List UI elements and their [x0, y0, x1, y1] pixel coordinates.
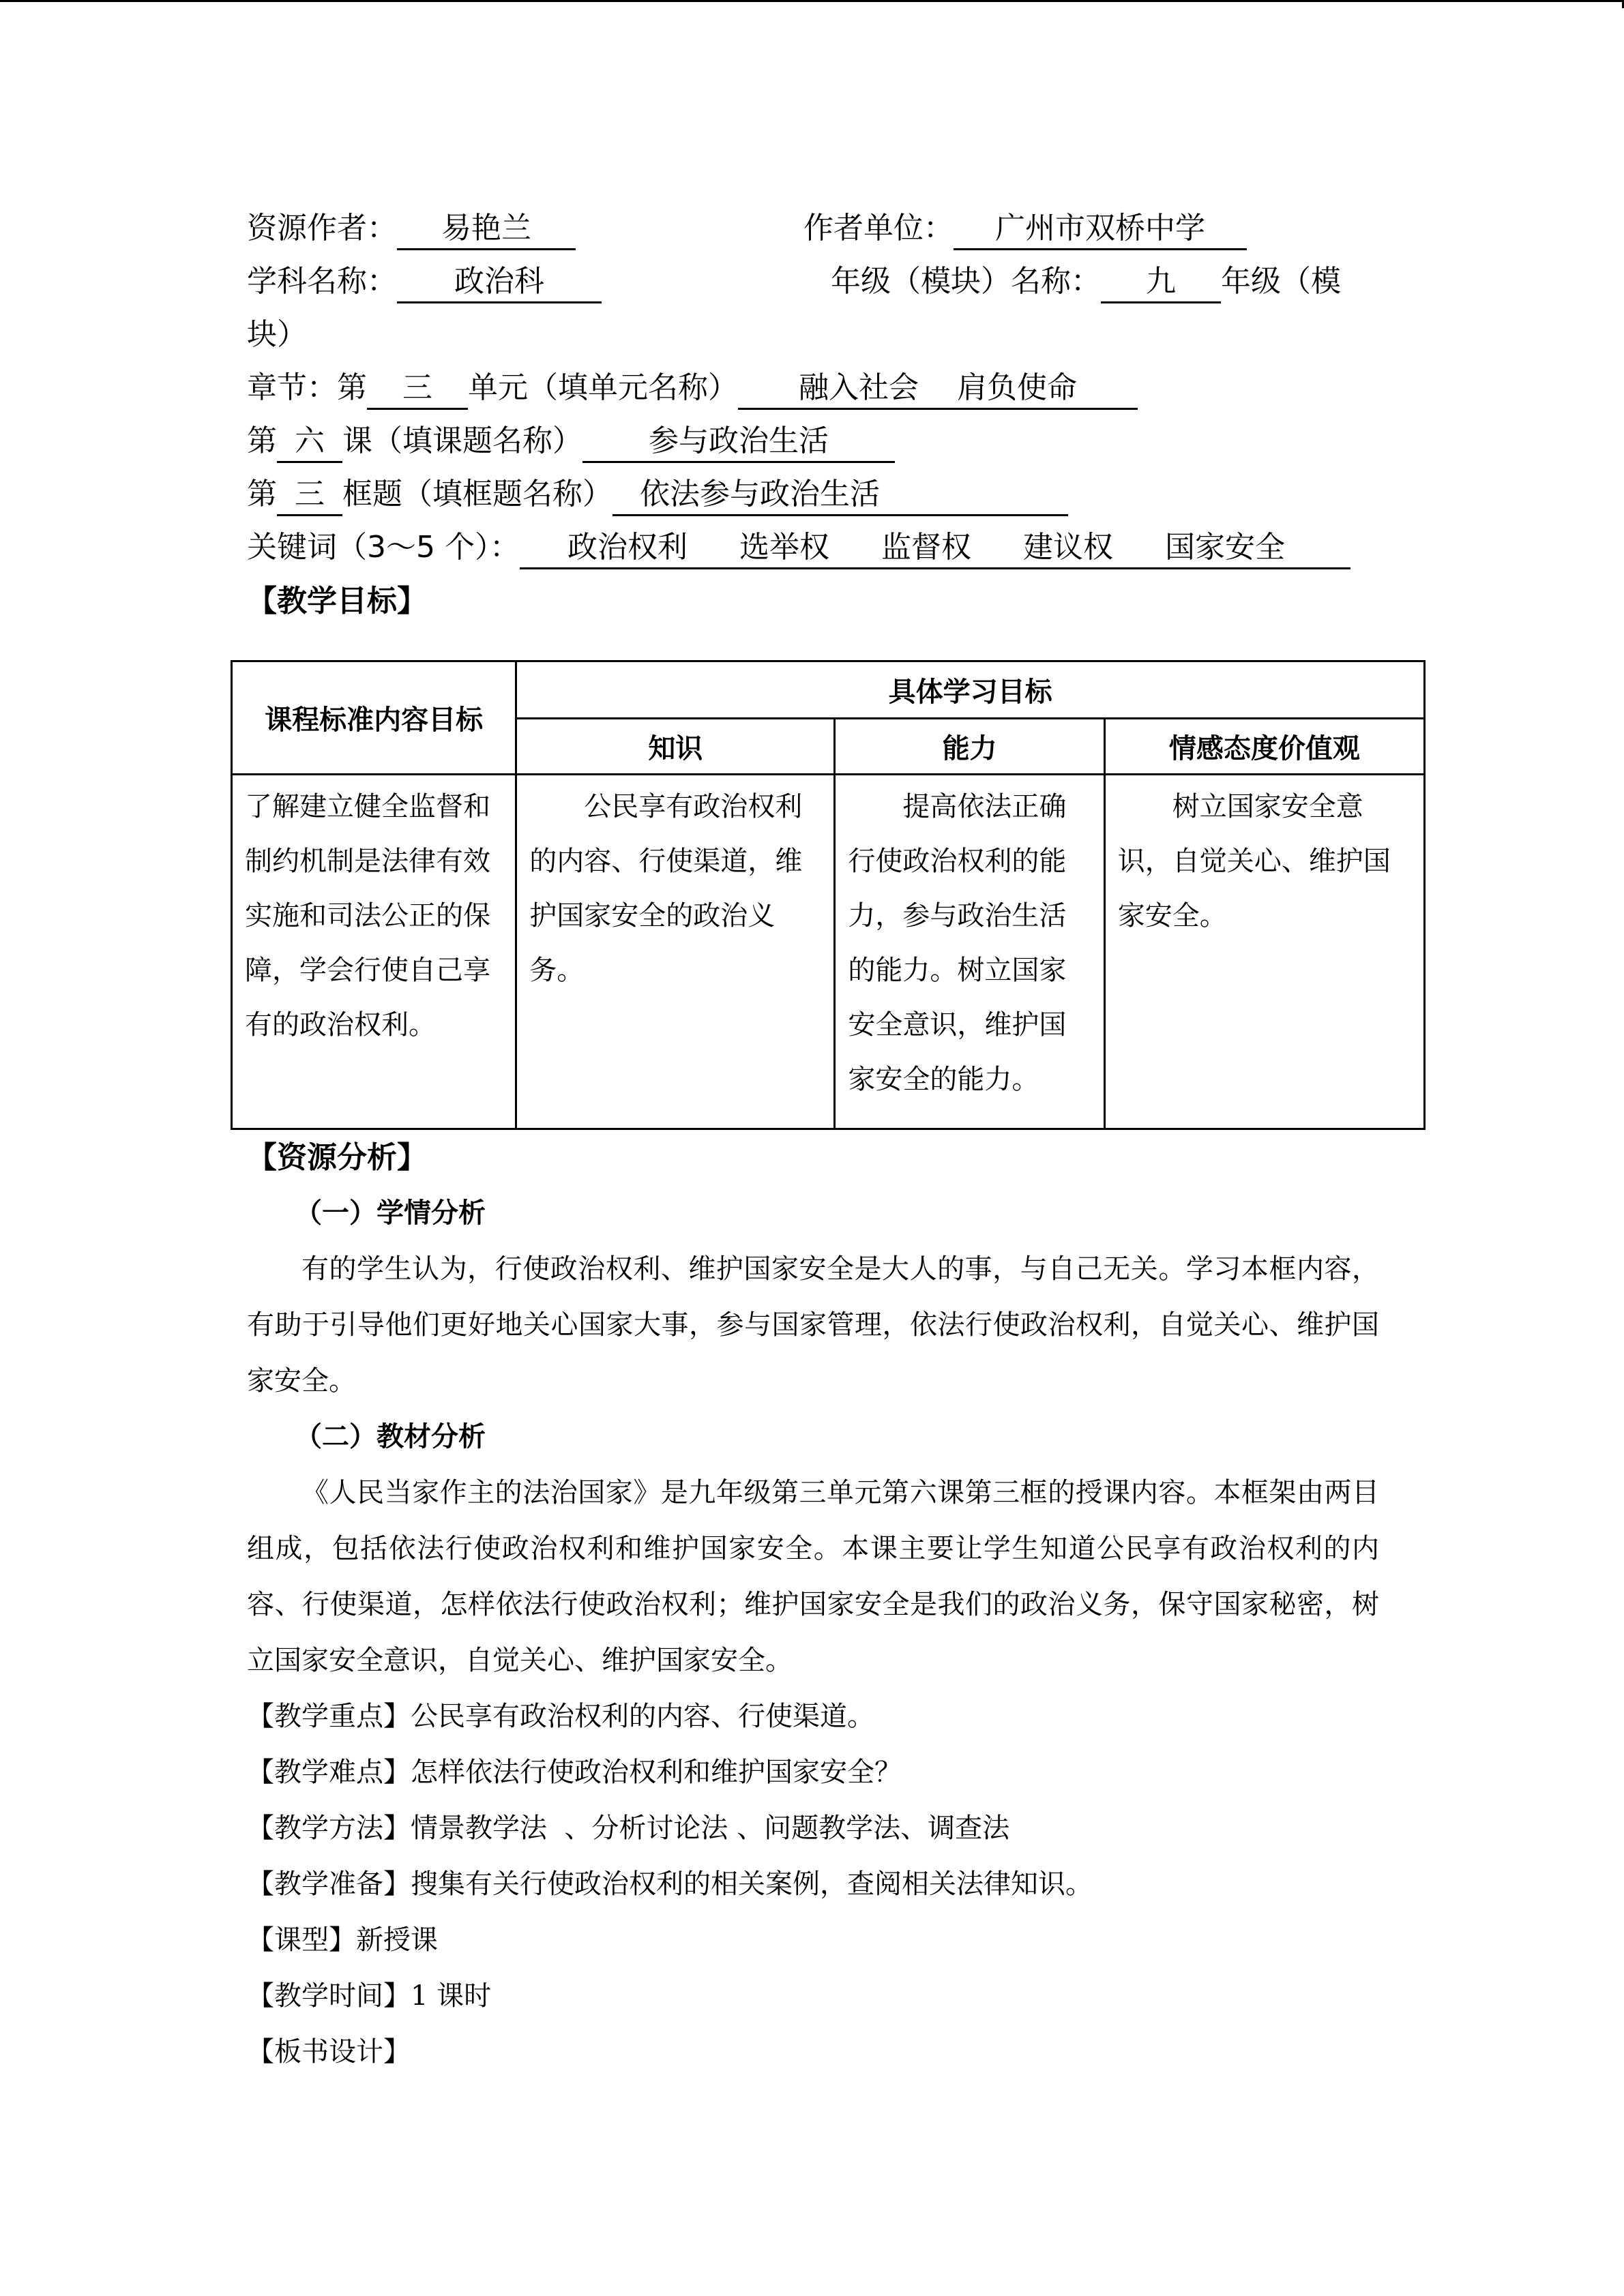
subject-line [247, 255, 1393, 308]
subject-value: 政治科 [397, 262, 602, 303]
grade-value: 九 [1101, 262, 1221, 303]
unit-group [803, 202, 1247, 255]
frame-name: 依法参与政治生活 [612, 475, 1068, 516]
chapter-number: 三 [367, 368, 468, 410]
lesson-name: 参与政治生活 [582, 421, 895, 463]
prep-line: 【教学准备】搜集有关行使政治权利的相关案例，查阅相关法律知识。 [247, 1868, 1093, 1900]
grade-group [831, 255, 1341, 308]
grade-suffix: 年级（模 [1221, 264, 1341, 299]
keywords-label: 关键词（3～5 个）： [247, 530, 520, 565]
page-top-border [0, 0, 1624, 2]
subject-label: 学科名称： [247, 264, 397, 299]
emotion-cell: 树立国家安全意识，自觉关心、维护国家安全。 [1104, 775, 1424, 1129]
time-line: 【教学时间】1 课时 [247, 1980, 492, 2012]
standard-cell: 了解建立健全监督和制约机制是法律有效实施和司法公正的保障，学会行使自己享有的政治权利。 [232, 775, 516, 1129]
goals-table [231, 660, 1426, 1130]
lesson-label: 第 [247, 423, 277, 458]
grade-label: 年级（模块）名称： [831, 264, 1101, 299]
chapter-mid: 单元（填单元名称） [468, 370, 738, 405]
author-label: 资源作者： [247, 211, 397, 245]
keywords-list [520, 528, 1350, 569]
unit-value: 广州市双桥中学 [954, 209, 1247, 250]
knowledge-cell: 公民享有政治权利的内容、行使渠道，维护国家安全的政治义务。 [516, 775, 835, 1129]
author-line [247, 202, 1393, 255]
student-analysis-head: （一）学情分析 [295, 1197, 486, 1229]
frame-number: 三 [277, 475, 342, 516]
keyword-item: 监督权 [881, 530, 971, 565]
grade-wrap: 块） [247, 317, 307, 352]
material-analysis-text: 《人民当家作主的法治国家》是九年级第三单元第六课第三框的授课内容。本框架由两目组成，包括依法行使政治权利和维护国家安全。本课主要让学生知道公民享有政治权利的内容、行使渠道，怎样依法行使政治权利；维护国家安全是我们的政治义务，保守国家秘密，树立国家安全意识，自觉关心、维护国家安全。 [247, 1477, 1379, 1676]
type-line: 【课型】新授课 [247, 1924, 438, 1956]
keyword-item: 政治权利 [567, 530, 688, 565]
student-analysis-text: 有的学生认为，行使政治权利、维护国家安全是大人的事，与自己无关。学习本框内容，有助于引导他们更好地关心国家大事，参与国家管理，依法行使政治权利，自觉关心、维护国家安全。 [247, 1253, 1379, 1397]
analysis-section [247, 1131, 1379, 2080]
document-page [247, 202, 1393, 629]
frame-mid: 框题（填框题名称） [342, 477, 612, 511]
frame-label: 第 [247, 477, 277, 511]
material-analysis-head: （二）教材分析 [295, 1421, 486, 1452]
author-value: 易艳兰 [397, 209, 576, 250]
keyword-item: 建议权 [1022, 530, 1113, 565]
keywords-line [247, 521, 1393, 574]
col-emotion-header: 情感态度价值观 [1104, 719, 1424, 775]
keyword-item: 国家安全 [1164, 530, 1285, 565]
lesson-line [247, 415, 1393, 468]
frame-line [247, 468, 1393, 521]
goals-title: 【教学目标】 [247, 584, 427, 618]
analysis-title: 【资源分析】 [247, 1140, 427, 1175]
chapter-name: 融入社会 肩负使命 [738, 368, 1138, 410]
difficulty-line: 【教学难点】怎样依法行使政治权利和维护国家安全？ [247, 1757, 902, 1788]
chapter-line [247, 361, 1393, 415]
keyword-item: 选举权 [739, 530, 829, 565]
method-line: 【教学方法】情景教学法 、分析讨论法 、问题教学法、调查法 [247, 1813, 1010, 1844]
col-ability-header: 能力 [835, 719, 1104, 775]
lesson-mid: 课（填课题名称） [342, 423, 582, 458]
lesson-number: 六 [277, 421, 342, 463]
key-point-line: 【教学重点】公民享有政治权利的内容、行使渠道。 [247, 1701, 874, 1732]
col-knowledge-header: 知识 [516, 719, 835, 775]
board-line: 【板书设计】 [247, 2036, 411, 2068]
unit-label: 作者单位： [803, 211, 954, 245]
grade-wrap-line [247, 308, 1393, 361]
col-standard-header: 课程标准内容目标 [232, 661, 516, 775]
col-specific-header: 具体学习目标 [516, 661, 1425, 719]
chapter-label: 章节：第 [247, 370, 367, 405]
ability-cell: 提高依法正确行使政治权利的能力，参与政治生活的能力。树立国家安全意识，维护国家安全的能力。 [835, 775, 1104, 1129]
